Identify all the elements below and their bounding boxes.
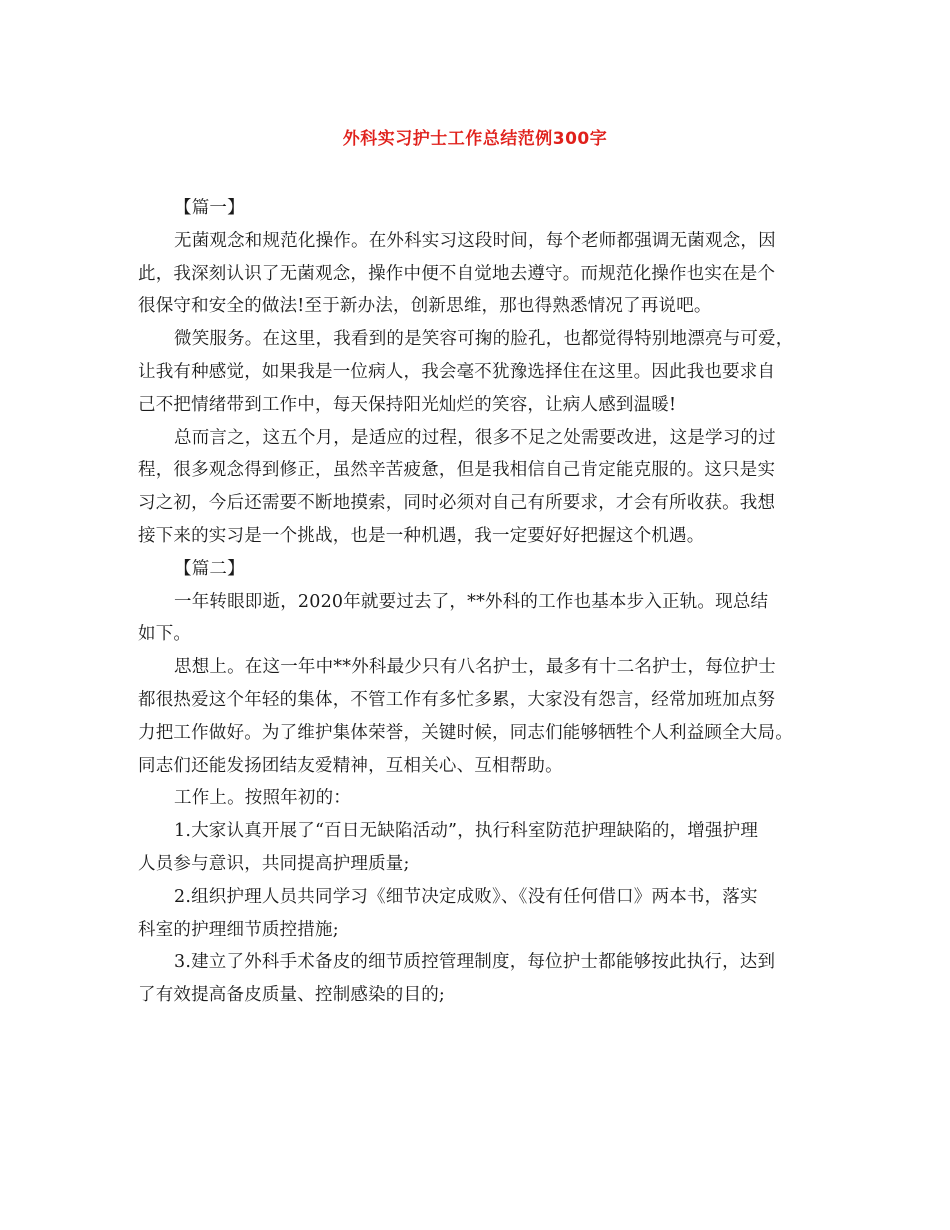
paragraph-line: 很保守和安全的做法!至于新办法，创新思维，那也得熟悉情况了再说吧。 xyxy=(138,296,712,317)
paragraph-line: 同志们还能发扬团结友爱精神，互相关心、互相帮助。 xyxy=(138,755,563,776)
paragraph-line: 总而言之，这五个月，是适应的过程，很多不足之处需要改进，这是学习的过 xyxy=(174,427,776,448)
paragraph-line: 微笑服务。在这里，我看到的是笑容可掬的脸孔，也都觉得特别地漂亮与可爱， xyxy=(174,329,794,350)
paragraph-line: 思想上。在这一年中**外科最少只有八名护士，最多有十二名护士，每位护士 xyxy=(174,657,776,678)
list-item-line: 科室的护理细节质控措施; xyxy=(138,919,339,940)
paragraph-line: 无菌观念和规范化操作。在外科实习这段时间，每个老师都强调无菌观念，因 xyxy=(174,230,776,251)
document-title: 外科实习护士工作总结范例300字 xyxy=(342,129,608,149)
paragraph-line: 己不把情绪带到工作中，每天保持阳光灿烂的笑容，让病人感到温暖! xyxy=(138,394,677,415)
section-heading-2: 【篇二】 xyxy=(174,558,245,579)
paragraph-line: 力把工作做好。为了维护集体荣誉，关键时候，同志们能够牺牲个人利益顾全大局。 xyxy=(138,722,793,743)
paragraph-line: 一年转眼即逝，2020年就要过去了，**外科的工作也基本步入正轨。现总结 xyxy=(174,591,769,612)
paragraph-line: 接下来的实习是一个挑战，也是一种机遇，我一定要好好把握这个机遇。 xyxy=(138,525,705,546)
list-item-line: 人员参与意识，共同提高护理质量; xyxy=(138,853,410,874)
paragraph-line: 程，很多观念得到修正，虽然辛苦疲惫，但是我相信自己肯定能克服的。这只是实 xyxy=(138,460,776,481)
paragraph-line: 习之初，今后还需要不断地摸索，同时必须对自己有所要求，才会有所收获。我想 xyxy=(138,493,776,514)
list-item-line: 3.建立了外科手术备皮的细节质控管理制度，每位护士都能够按此执行，达到 xyxy=(174,952,776,973)
section-heading-1: 【篇一】 xyxy=(174,198,245,218)
paragraph-line: 让我有种感觉，如果我是一位病人，我会毫不犹豫选择住在这里。因此我也要求自 xyxy=(138,361,776,382)
document-body xyxy=(138,192,822,1012)
list-item-line: 2.组织护理人员共同学习《细节决定成败》、《没有任何借口》两本书，落实 xyxy=(174,886,758,907)
list-item-line: 1.大家认真开展了“百日无缺陷活动”，执行科室防范护理缺陷的，增强护理 xyxy=(174,821,759,842)
list-item-line: 了有效提高备皮质量、控制感染的目的; xyxy=(138,985,445,1006)
paragraph-line: 此，我深刻认识了无菌观念，操作中便不自觉地去遵守。而规范化操作也实在是个 xyxy=(138,263,776,284)
paragraph-line: 都很热爱这个年轻的集体，不管工作有多忙多累，大家没有怨言，经常加班加点努 xyxy=(138,689,776,710)
paragraph-line: 工作上。按照年初的： xyxy=(174,788,351,809)
paragraph-line: 如下。 xyxy=(138,624,192,645)
